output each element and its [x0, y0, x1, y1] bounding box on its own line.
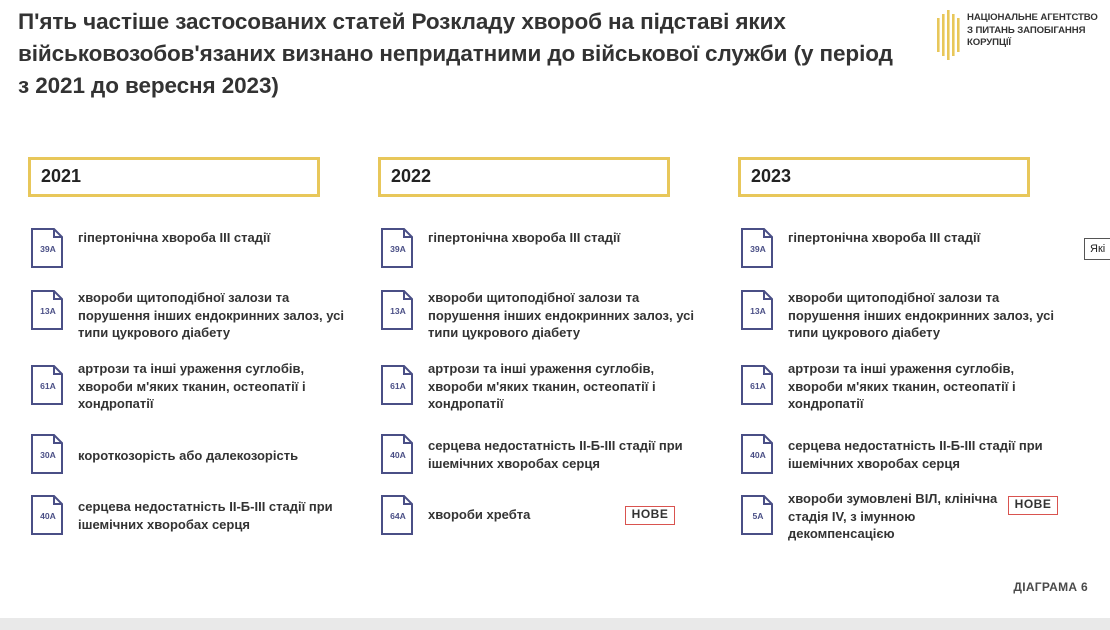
logo-line: КОРУПЦІЇ — [967, 37, 1011, 48]
article-code: 13А — [750, 306, 766, 316]
logo-line: З ПИТАНЬ ЗАПОБІГАННЯ — [967, 24, 1086, 36]
side-tooltip: Які — [1084, 238, 1110, 260]
logo-line: НАЦІОНАЛЬНЕ АГЕНТСТВО — [967, 12, 1098, 23]
document-icon — [30, 289, 64, 331]
new-badge: НОВЕ — [625, 506, 675, 525]
disease-text: серцева недостатність II-Б-III стадії при ішемічних хворобах серця — [428, 438, 683, 471]
disease-text: артрози та інші ураження суглобів, хвороби м'яких тканин, остеопатії і хондропатії — [788, 361, 1016, 411]
article-code: 40А — [750, 450, 766, 460]
nazk-emblem-icon — [935, 10, 965, 60]
disease-text: артрози та інші ураження суглобів, хвороби м'яких тканин, остеопатії і хондропатії — [78, 361, 306, 411]
document-icon — [740, 364, 774, 406]
year-header: 2023 — [738, 157, 1030, 197]
document-icon — [740, 289, 774, 331]
document-icon — [30, 364, 64, 406]
document-icon — [740, 494, 774, 536]
document-icon — [30, 227, 64, 269]
disease-text: серцева недостатність II-Б-III стадії при ішемічних хворобах серця — [788, 438, 1043, 471]
article-code: 5А — [752, 511, 764, 521]
disease-text: хвороби зумовлені ВІЛ, клінічна стадія IV, з імунною декомпенсацією — [788, 491, 998, 541]
new-badge: НОВЕ — [1008, 496, 1058, 515]
document-icon — [30, 433, 64, 475]
article-code: 40А — [40, 511, 56, 521]
article-code: 64А — [390, 511, 406, 521]
document-icon — [30, 494, 64, 536]
article-code: 61А — [750, 381, 766, 391]
disease-text: хвороби хребта — [428, 507, 531, 522]
disease-text: гіпертонічна хвороба III стадії — [788, 230, 981, 245]
logo-text — [967, 12, 1098, 50]
article-code: 39А — [750, 244, 766, 254]
article-code: 39А — [390, 244, 406, 254]
article-code: 13А — [40, 306, 56, 316]
document-icon — [380, 433, 414, 475]
document-icon — [740, 433, 774, 475]
document-icon — [740, 227, 774, 269]
disease-text: хвороби щитоподібної залози та порушення інших ендокринних залоз, усі типи цукрового діабету — [428, 290, 694, 340]
disease-text: гіпертонічна хвороба III стадії — [428, 230, 621, 245]
document-icon — [380, 227, 414, 269]
disease-text: серцева недостатність II-Б-III стадії при ішемічних хворобах серця — [78, 499, 333, 532]
article-code: 61А — [390, 381, 406, 391]
diagram-label: ДІАГРАМА 6 — [1013, 580, 1088, 594]
year-header: 2022 — [378, 157, 670, 197]
bottom-strip — [0, 618, 1110, 630]
disease-text: артрози та інші ураження суглобів, хвороби м'яких тканин, остеопатії і хондропатії — [428, 361, 656, 411]
article-code: 40А — [390, 450, 406, 460]
article-code: 39А — [40, 244, 56, 254]
article-code: 13А — [390, 306, 406, 316]
disease-text: короткозорість або далекозорість — [78, 448, 299, 463]
document-icon — [380, 494, 414, 536]
document-icon — [380, 289, 414, 331]
disease-text: гіпертонічна хвороба III стадії — [78, 230, 271, 245]
document-icon — [380, 364, 414, 406]
article-code: 61А — [40, 381, 56, 391]
disease-text: хвороби щитоподібної залози та порушення інших ендокринних залоз, усі типи цукрового діабету — [788, 290, 1054, 340]
year-header: 2021 — [28, 157, 320, 197]
page-title: П'ять частіше застосованих статей Розкладу хвороб на підставі яких військовозобов'язаних визнано непридатними до військової служби (у період з 2021 до вересня 2023) — [18, 9, 893, 98]
nazk-logo — [935, 10, 1098, 64]
disease-text: хвороби щитоподібної залози та порушення інших ендокринних залоз, усі типи цукрового діабету — [78, 290, 344, 340]
article-code: 30А — [40, 450, 56, 460]
